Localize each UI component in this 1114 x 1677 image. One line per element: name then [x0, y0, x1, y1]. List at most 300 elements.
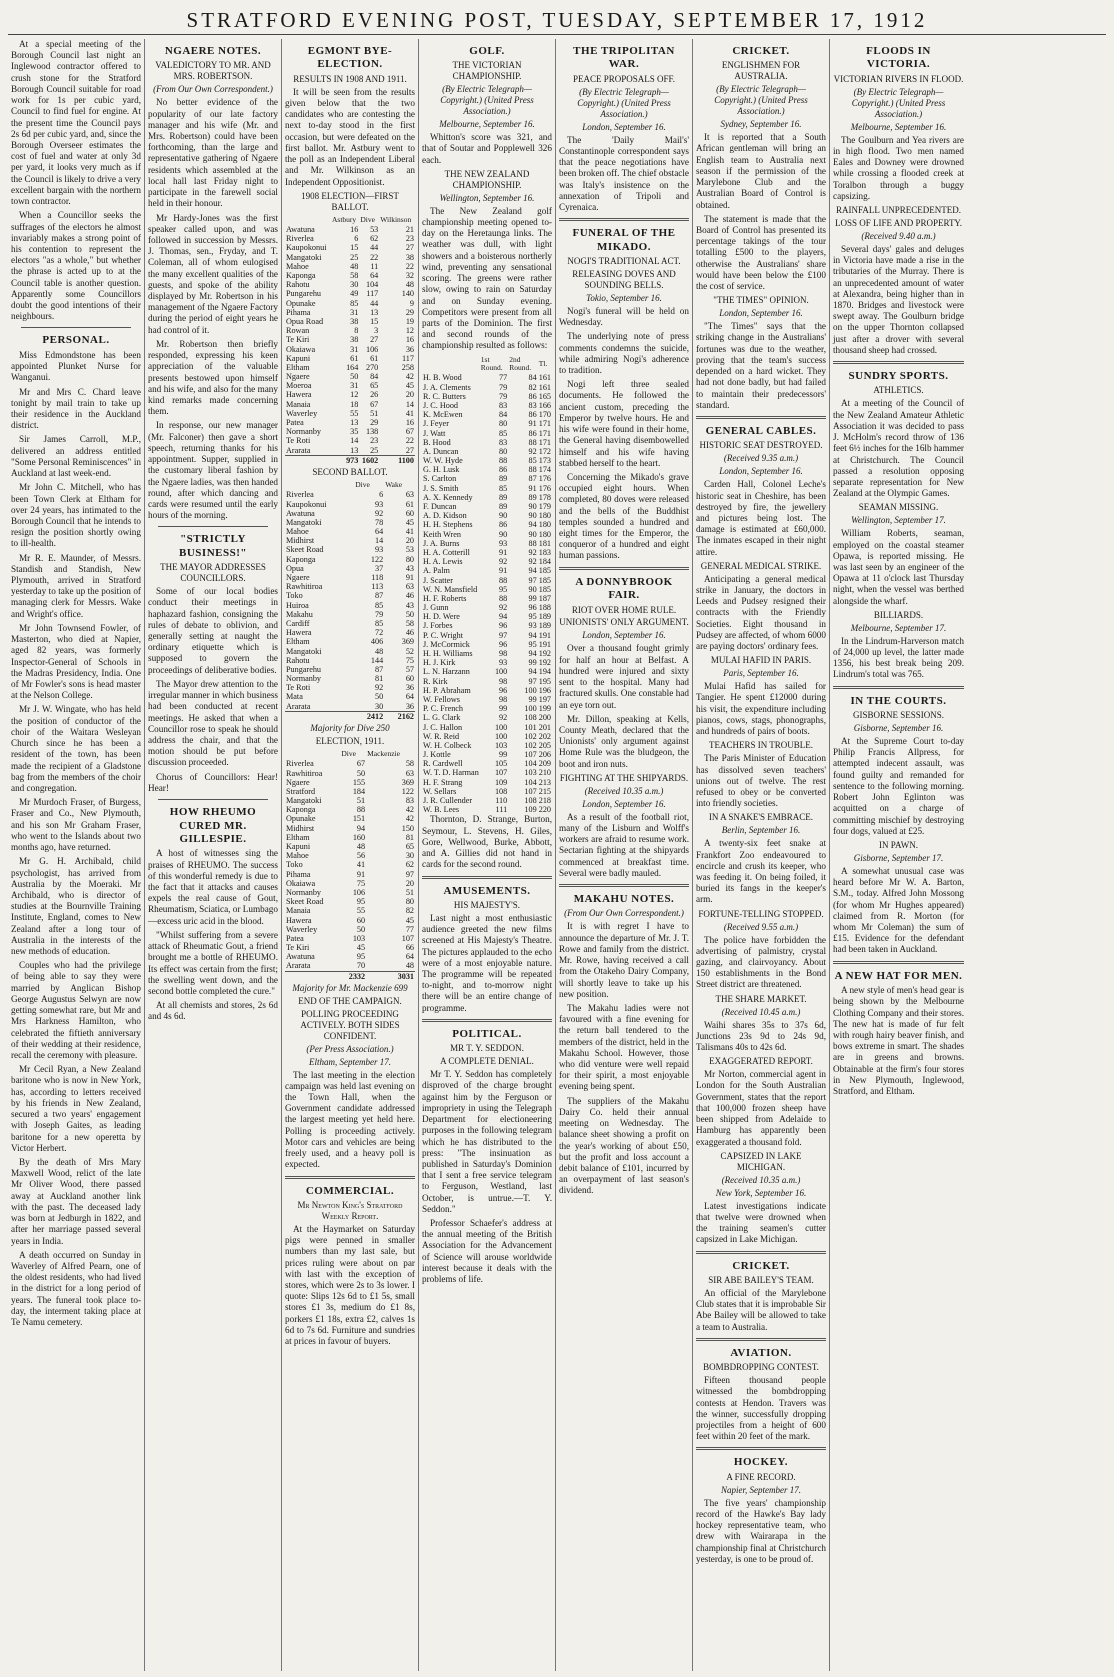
row-label-cell: H. H. Stephens: [423, 520, 473, 530]
table-row: [422, 484, 552, 493]
table-row: [422, 713, 552, 722]
row-label-cell: Waverley: [286, 924, 318, 934]
polling-paragraph: The last meeting in the election campaign was held last evening on the Town Hall, when the Government candidate addressed the largest meeting yet held here. Polling is proceeding actively. Motor cars and vehicles are being freely used, and a heavy poll is expected.: [285, 1069, 415, 1170]
value-cell: 215: [538, 786, 551, 796]
row-label-cell: K. McEwen: [423, 410, 463, 420]
value-cell: 23: [405, 234, 414, 244]
row-label-cell: Ngaere: [286, 777, 310, 787]
value-cell: 95: [356, 897, 366, 907]
value-cell: 60: [356, 915, 366, 925]
exaggerated-heading: EXAGGERATED REPORT.: [709, 1056, 813, 1067]
value-cell: 110: [495, 796, 508, 806]
table-row: [422, 741, 552, 750]
row-label-cell: A. Duncan: [423, 446, 459, 456]
rheumo-paragraph: A host of witnesses sing the praises of RHEUMO. The success of this wonderful remedy is due to the fact that it attacks and causes expels the real cause of Gout, Rheumatism, Sciatica, or Lumbago—excess uric acid in the blood.: [148, 848, 278, 926]
column-header: 2nd Round.: [509, 354, 532, 373]
strictly-business-paragraph: The Mayor drew attention to the irregular manner in which business had been conducted at recent meetings. He asked that when a Councillor rose to speak he should address the chair, and that the motion should be put before discussion proceeded.: [148, 678, 278, 768]
table-row: [285, 446, 415, 456]
billiards-dateline: Melbourne, September 17.: [850, 622, 947, 633]
value-cell: 117: [402, 353, 414, 363]
shipyards-dateline: London, September 16.: [582, 798, 666, 809]
value-cell: 100: [524, 704, 537, 714]
table-row: [285, 934, 415, 943]
row-label-cell: B. Hood: [423, 437, 451, 447]
value-cell: 64: [375, 527, 384, 537]
value-cell: 109: [524, 805, 537, 815]
value-cell: 45: [356, 943, 366, 953]
table-row: [285, 308, 415, 317]
value-cell: 94: [356, 823, 366, 833]
table-row: [285, 326, 415, 335]
value-cell: 165: [538, 391, 551, 401]
ngaere-credit: (From Our Own Correspondent.): [153, 84, 273, 95]
table-row: [422, 373, 552, 382]
value-cell: 53: [370, 225, 379, 235]
value-cell: 92: [499, 713, 508, 723]
value-cell: 45: [405, 517, 414, 527]
mikado-paragraph: The underlying note of press comments condemns the suicide, while admiring Nogi's adherence to tradition.: [559, 331, 689, 375]
value-cell: 94: [528, 520, 537, 530]
row-label-cell: Eltham: [286, 637, 310, 647]
row-label-cell: P. C. French: [423, 704, 464, 714]
value-cell: 16: [405, 418, 414, 428]
value-cell: 60: [405, 508, 414, 518]
value-cell: 100: [524, 685, 537, 695]
row-label-cell: H. J. Kirk: [423, 658, 456, 668]
value-cell: 103: [494, 740, 508, 750]
table-row: [285, 833, 415, 842]
row-label-cell: Stratford: [286, 786, 316, 796]
value-cell: 122: [370, 554, 384, 564]
row-label-cell: A. X. Kennedy: [423, 492, 473, 502]
row-label-cell: Pihama: [286, 307, 311, 317]
billiards-paragraph: In the Lindrum-Harverson match of 24,000 up level, the latter made 1356, his best break being 209. Lindrum's total was 765.: [833, 635, 964, 680]
table-row: [285, 518, 415, 527]
value-cell: 61: [350, 353, 359, 363]
pawn-dateline: Gisborne, September 17.: [853, 852, 944, 863]
value-cell: 180: [538, 520, 551, 530]
value-cell: 191: [538, 639, 551, 649]
table-row: [422, 658, 552, 667]
amusements-paragraph: Last night a most enthusiastic audience greeted the new films screened at His Majesty's Theatre. The pictures applauded to the echo were of a most enjoyable nature. The programme will be repeated to-night, and to-morrow night there will be an entire change of programme.: [422, 912, 552, 1013]
value-cell: 92: [528, 446, 537, 456]
column-7: [830, 39, 967, 1671]
value-cell: 88: [528, 437, 537, 447]
value-cell: 50: [350, 372, 359, 382]
table-row: [422, 649, 552, 658]
personal-item: Miss Edmondstone has been appointed Plunket Nurse for Wanganui.: [11, 349, 141, 383]
value-cell: 53: [405, 545, 414, 555]
value-cell: 44: [370, 243, 379, 253]
value-cell: 79: [499, 382, 508, 392]
value-cell: 185: [538, 584, 551, 594]
value-cell: 2332: [340, 971, 366, 981]
value-cell: 29: [405, 307, 414, 317]
value-cell: 88: [499, 575, 508, 585]
column-header: Dive: [355, 479, 370, 489]
row-label-cell: Riverlea: [286, 759, 314, 769]
table-row: [285, 824, 415, 833]
table-row: [285, 253, 415, 262]
divider: [559, 567, 689, 570]
column-header: 1st Round.: [480, 354, 503, 373]
value-cell: 91: [405, 573, 414, 582]
golf-scores-rows: [422, 373, 552, 814]
fortune-paragraph: The police have forbidden the advertising of palmistry, crystal gazing, and clairvoyancy. About 150 establishments in the Bond Street district are threatened.: [696, 934, 826, 990]
value-cell: 97: [528, 676, 537, 686]
value-cell: 178: [538, 492, 551, 502]
column-header: Dive: [360, 214, 375, 224]
value-cell: 14: [375, 536, 384, 546]
table-row: [422, 566, 552, 575]
column-header: Dive: [341, 748, 356, 758]
shipyards-paragraph: As a result of the football riot, many of the Lisburn and Wolff's workers are afraid to resume work. Sectarian fighting at the shipyards commenced at breakfast time. Several were badly mauled.: [559, 811, 689, 878]
table-row: [422, 447, 552, 456]
value-cell: 99: [528, 694, 537, 704]
table-row: [285, 888, 415, 897]
row-label-cell: Waverley: [286, 408, 318, 418]
donnybrook-subheading: RIOT OVER HOME RULE.: [571, 604, 677, 615]
value-cell: 161: [538, 382, 551, 392]
value-cell: 51: [405, 887, 414, 897]
table-row: [422, 631, 552, 640]
value-cell: 61: [405, 499, 414, 509]
value-cell: 36: [405, 701, 414, 711]
donnybrook-paragraph: Mr. Dillon, speaking at Kells, County Meath, declared that the Unionists' only argument against Home Rule was the bludgeon, the boot and iron nuts.: [559, 713, 689, 769]
value-cell: 99: [499, 704, 508, 714]
value-cell: 98: [499, 649, 508, 659]
value-cell: 85: [375, 600, 384, 610]
value-cell: 60: [405, 674, 414, 684]
table-row: [285, 490, 415, 499]
value-cell: 93: [528, 621, 537, 631]
value-cell: 107: [524, 750, 537, 760]
row-label-cell: J. S. Smith: [423, 483, 459, 493]
table-row: [285, 381, 415, 390]
value-cell: 42: [405, 372, 414, 382]
table-row: [285, 418, 415, 427]
table-row: [422, 768, 552, 777]
value-cell: 91: [499, 547, 508, 557]
row-label-cell: H. D. Were: [423, 612, 460, 622]
table-row: [285, 564, 415, 573]
value-cell: 23: [370, 436, 379, 446]
row-label-cell: J. Watt: [423, 428, 446, 438]
polling-heading: POLLING PROCEEDING ACTIVELY. BOTH SIDES CONFIDENT.: [300, 1008, 400, 1041]
value-cell: 12: [350, 390, 359, 400]
cricket-paragraph: It is reported that a South African gentleman will bring an English team to Australia next season if the permission of the Marylebone Club and the Australian Board of Control is obtained.: [696, 132, 826, 210]
value-cell: 26: [370, 390, 379, 400]
table-row: [422, 594, 552, 603]
value-cell: 181: [538, 538, 551, 548]
value-cell: 92: [375, 683, 384, 693]
value-cell: 86: [528, 410, 537, 420]
value-cell: 270: [365, 362, 379, 372]
athletics-paragraph: At a meeting of the Council of the New Zealand Amateur Athletic Association it was decided to pass J. McHolm's record throw of 136 feet 6½ inches for the 16lb hammer at Christchurch. The Council passed a resolution opposing separate representation for New Zealand at the Olympic Games.: [833, 398, 964, 499]
value-cell: 41: [405, 408, 414, 418]
mulai-heading: MULAI HAFID IN PARIS.: [710, 655, 812, 666]
value-cell: 61: [370, 353, 379, 363]
row-label-cell: J. Kottle: [423, 750, 451, 760]
value-cell: 95: [528, 612, 537, 622]
row-label-cell: Eltham: [286, 362, 310, 372]
share-paragraph: Waihi shares 35s to 37s 6d, Junctions 23s 9d to 24s 9d, Talismans 40s to 42s 6d.: [696, 1019, 826, 1053]
row-label-cell: Kaponga: [286, 271, 316, 281]
strictly-business-subheading: THE MAYOR ADDRESSES COUNCILLORS.: [160, 562, 266, 584]
mikado-subheading-2: RELEASING DOVES AND SOUNDING BELLS.: [572, 268, 676, 290]
makahu-paragraph: The Makahu ladies were not favoured with a fine evening for the return ball tendered to the members of the district, held in the Makahu School. However, those who did venture were well repaid for their spirit, a most enjoyable evening being spent.: [559, 1002, 689, 1092]
value-cell: 93: [499, 538, 508, 548]
value-cell: 30: [350, 280, 359, 290]
value-cell: 188: [538, 603, 551, 613]
value-cell: 77: [499, 373, 508, 383]
row-label-cell: Kaponga: [286, 805, 316, 815]
value-cell: 97: [499, 630, 508, 640]
row-label-cell: Pungarehu: [286, 289, 322, 299]
value-cell: 27: [405, 445, 414, 455]
value-cell: 25: [370, 445, 379, 455]
value-cell: 180: [538, 529, 551, 539]
hockey-paragraph: The five years' championship record of the Hawke's Bay lady hockey representative team, who drew with Wairarapa in the championship final at Christchurch yesterday, is one to be proud of.: [696, 1497, 826, 1564]
value-cell: 202: [538, 731, 551, 741]
row-label-cell: Okaiawa: [286, 878, 316, 888]
value-cell: 67: [370, 399, 379, 409]
mikado-heading: FUNERAL OF THE MIKADO.: [572, 227, 676, 253]
row-label-cell: W. T. D. Harman: [423, 768, 479, 778]
row-label-cell: Kaponga: [286, 554, 316, 564]
row-label-cell: J. Forbes: [423, 621, 453, 631]
value-cell: 89: [499, 474, 508, 484]
row-label-cell: Midhirst: [286, 823, 315, 833]
athletics-heading: ATHLETICS.: [873, 385, 924, 396]
row-label-cell: H. A. Lewis: [423, 557, 463, 567]
commercial-subheading: Mr Newton King's Stratford Weekly Report.: [297, 1199, 403, 1221]
table-row: [422, 539, 552, 548]
value-cell: 92: [528, 547, 537, 557]
value-cell: 14: [405, 399, 414, 409]
value-cell: 91: [528, 419, 537, 429]
table-row: [422, 493, 552, 502]
ngaere-paragraph: In response, our new manager (Mr. Falconer) then gave a short speech, returning thanks for his appointment. Supper, supplied in the customary liberal fashion by the Ngaere ladies, was then handed round, after which dancing and cards were resumed until the early hours of the morning.: [148, 420, 278, 521]
row-label-cell: L. G. Clark: [423, 713, 461, 723]
row-label-cell: J. Scatter: [423, 575, 454, 585]
value-cell: 50: [405, 609, 414, 619]
value-cell: 43: [405, 563, 414, 573]
value-cell: 81: [375, 674, 384, 684]
polling-dateline: Eltham, September 17.: [309, 1056, 391, 1067]
value-cell: 46: [405, 628, 414, 638]
value-cell: 41: [356, 860, 366, 870]
golf-heading: GOLF.: [469, 45, 505, 57]
value-cell: 92: [528, 557, 537, 567]
value-cell: 91: [356, 869, 366, 879]
value-cell: 973: [331, 455, 359, 465]
table-row: [422, 723, 552, 732]
table-row: [422, 667, 552, 676]
column-header: Tl.: [538, 358, 548, 368]
value-cell: 56: [356, 851, 366, 861]
value-cell: 77: [405, 924, 414, 934]
table-row: [285, 436, 415, 445]
value-cell: 196: [538, 685, 551, 695]
value-cell: 173: [538, 456, 551, 466]
hockey-dateline: Napier, September 17.: [721, 1484, 801, 1495]
table-row: [285, 842, 415, 851]
new-hat-paragraph: A new style of men's head gear is being shown by the Melbourne Clothing Company and their stores. The new hat is made of fur felt with rough hairy beaver finish, and bows extreme in smart. The shades are in greens and browns. Obtainable at the firm's four stores in New Plymouth, Inglewood, Stratford, and Eltham.: [833, 985, 964, 1097]
column-1: [8, 39, 145, 1671]
divider: [833, 686, 964, 689]
value-cell: 108: [494, 786, 508, 796]
value-cell: 95: [499, 584, 508, 594]
row-label-cell: Opua: [286, 563, 304, 573]
value-cell: 94: [499, 612, 508, 622]
divider: [696, 416, 826, 419]
table-row: [422, 640, 552, 649]
value-cell: 63: [405, 490, 414, 500]
row-label-cell: W. B. Lees: [423, 805, 460, 815]
courts-heading: IN THE COURTS.: [850, 694, 947, 707]
value-cell: 55: [356, 906, 366, 916]
value-cell: 11: [370, 261, 379, 271]
personal-item: Mr R. E. Maunder, of Messrs. Standish and Standish, New Plymouth, arrived in Stratford yesterday to take up the position of managing clerk for Messrs. Wake and Wright's office.: [11, 552, 141, 619]
table-row: [285, 555, 415, 564]
row-label-cell: H. P. Abraham: [423, 685, 471, 695]
first-ballot-title: 1908 ELECTION—FIRST BALLOT.: [301, 190, 399, 212]
value-cell: 84: [499, 410, 508, 420]
strictly-business-paragraph: Chorus of Councillors: Hear! Hear!: [148, 771, 278, 793]
cables-dateline: London, September 16.: [719, 466, 803, 477]
value-cell: 220: [538, 805, 551, 815]
value-cell: 67: [405, 427, 414, 437]
table-row: [285, 796, 415, 805]
table-row: [285, 390, 415, 399]
tripolitan-subheading: PEACE PROPOSALS OFF.: [572, 73, 676, 84]
table-row: [422, 511, 552, 520]
second-ballot-title: SECOND BALLOT.: [312, 466, 388, 477]
value-cell: 32: [405, 271, 414, 281]
table-row: [422, 621, 552, 630]
value-cell: 36: [405, 683, 414, 693]
value-cell: 20: [405, 536, 414, 546]
value-cell: 194: [538, 667, 551, 677]
table-row: [422, 383, 552, 392]
value-cell: 27: [370, 335, 379, 345]
value-cell: 91: [499, 566, 508, 576]
table-row: [285, 961, 415, 971]
table-row: [422, 603, 552, 612]
table-row: [285, 289, 415, 298]
table-row: [285, 372, 415, 381]
row-label-cell: Te Kiri: [286, 943, 310, 953]
value-cell: 96: [499, 639, 508, 649]
value-cell: 171: [538, 428, 551, 438]
value-cell: 111: [495, 805, 508, 815]
value-cell: 48: [405, 280, 414, 290]
table-row: [285, 262, 415, 271]
hockey-subheading: A FINE RECORD.: [726, 1471, 796, 1482]
value-cell: 258: [401, 362, 414, 372]
divider: [422, 876, 552, 879]
row-label-cell: A. D. Kidson: [423, 511, 467, 521]
value-cell: 35: [350, 427, 359, 437]
value-cell: 50: [375, 692, 384, 702]
value-cell: 91: [528, 483, 537, 493]
table-row: [285, 527, 415, 536]
column-4: [419, 39, 556, 1671]
row-label-cell: H. F. Strang: [423, 777, 463, 787]
capsized-dateline: New York, September 16.: [715, 1187, 807, 1198]
exaggerated-paragraph: Mr Norton, commercial agent in London for the South Australian Government, states that the report that 100,000 frozen sheep have been shipped from Adelaide to Hamburg has apparently been exaggerated a thousand fold.: [696, 1069, 826, 1147]
floods-credit: (By Electric Telegraph—Copyright.) (United Press Association.): [851, 86, 946, 119]
personal-item: A death occurred on Sunday in Waverley of Alfred Pearn, one of the oldest residents, who had lived in the district for a long period of years. The funeral took place to-day, the interment taking place at Te Namu cemetery.: [11, 1249, 141, 1328]
value-cell: 85: [350, 298, 359, 308]
value-cell: 164: [346, 362, 359, 372]
row-label-cell: Mahoe: [286, 527, 309, 537]
value-cell: 94: [528, 630, 537, 640]
value-cell: 48: [405, 961, 414, 971]
table-row: [285, 787, 415, 796]
makahu-paragraph: It is with regret I have to announce the departure of Mr. J. T. Rowe and family from the district. Mr. Rowe, having received a call from the Otakeho Dairy Company, will shortly leave to take up his new position.: [559, 921, 689, 999]
row-label-cell: Hawera: [286, 628, 312, 638]
value-cell: 98: [499, 694, 508, 704]
seaman-paragraph: William Roberts, seaman, employed on the coastal steamer Opawa, is reported missing. He was last seen by an engineer of the Opawa at 11 o'clock last Thursday night, when the vessel was berthed alongside the wharf.: [833, 528, 964, 606]
row-label-cell: [285, 455, 331, 465]
cables-heading: GENERAL CABLES.: [705, 424, 817, 437]
value-cell: 92: [375, 508, 384, 518]
row-label-cell: Te Roti: [286, 436, 311, 446]
divider: [833, 961, 964, 964]
table-row: [285, 683, 415, 692]
value-cell: 88: [499, 456, 508, 466]
row-label-cell: J. Feyer: [423, 419, 449, 429]
column-header: [285, 480, 354, 490]
value-cell: 88: [356, 805, 366, 815]
teachers-paragraph: The Paris Minister of Education has dissolved seven teachers' unions out of twelve. The rest refused to obey or be converted into friendly societies.: [696, 753, 826, 809]
value-cell: 6: [379, 490, 384, 500]
value-cell: 105: [494, 759, 508, 769]
row-label-cell: Eltham: [286, 832, 310, 842]
strike-heading: GENERAL MEDICAL STRIKE.: [700, 560, 822, 571]
value-cell: 185: [538, 575, 551, 585]
donnybrook-heading: A DONNYBROOK FAIR.: [575, 575, 673, 602]
times-paragraph: "The Times" says that the striking change in the Australians' fortunes was due to the weather, proving that the team's success depended on a hard wicket. They had not done badly, but had failed to maintain their predecessors' standard.: [696, 321, 826, 410]
value-cell: 2162: [384, 711, 415, 721]
value-cell: 192: [538, 658, 551, 668]
row-label-cell: J. Gunn: [423, 603, 449, 613]
row-label-cell: H. H. Williams: [423, 649, 473, 659]
value-cell: 187: [538, 593, 551, 603]
nz-championship-heading: THE NEW ZEALAND CHAMPIONSHIP.: [444, 168, 530, 190]
row-label-cell: Kaupokonui: [286, 499, 327, 509]
table-row: [422, 401, 552, 410]
table-header-row: [285, 480, 415, 490]
table-row: [285, 271, 415, 280]
table-row: [285, 619, 415, 628]
value-cell: 176: [538, 483, 551, 493]
divider: [696, 1338, 826, 1341]
value-cell: 200: [538, 713, 551, 723]
teachers-heading: TEACHERS IN TROUBLE.: [708, 740, 814, 751]
tripolitan-heading: THE TRIPOLITAN WAR.: [573, 45, 675, 71]
value-cell: 172: [538, 446, 551, 456]
row-label-cell: Makahu: [286, 609, 313, 619]
ngaere-paragraph: No better evidence of the popularity of our late factory manager and his wife (Mr. and Mrs. Robertson) could have been forthcoming, than the large and representative gathering of Ngaere residents which assembled at the local hall last Friday night to participate in the farewell social held in their honour.: [148, 97, 278, 209]
table-header-row: [422, 355, 552, 374]
value-cell: 51: [356, 796, 366, 806]
row-label-cell: Te Roti: [286, 683, 311, 693]
row-label-cell: W. R. Reid: [423, 731, 460, 741]
row-label-cell: J. C. Hood: [423, 400, 459, 410]
